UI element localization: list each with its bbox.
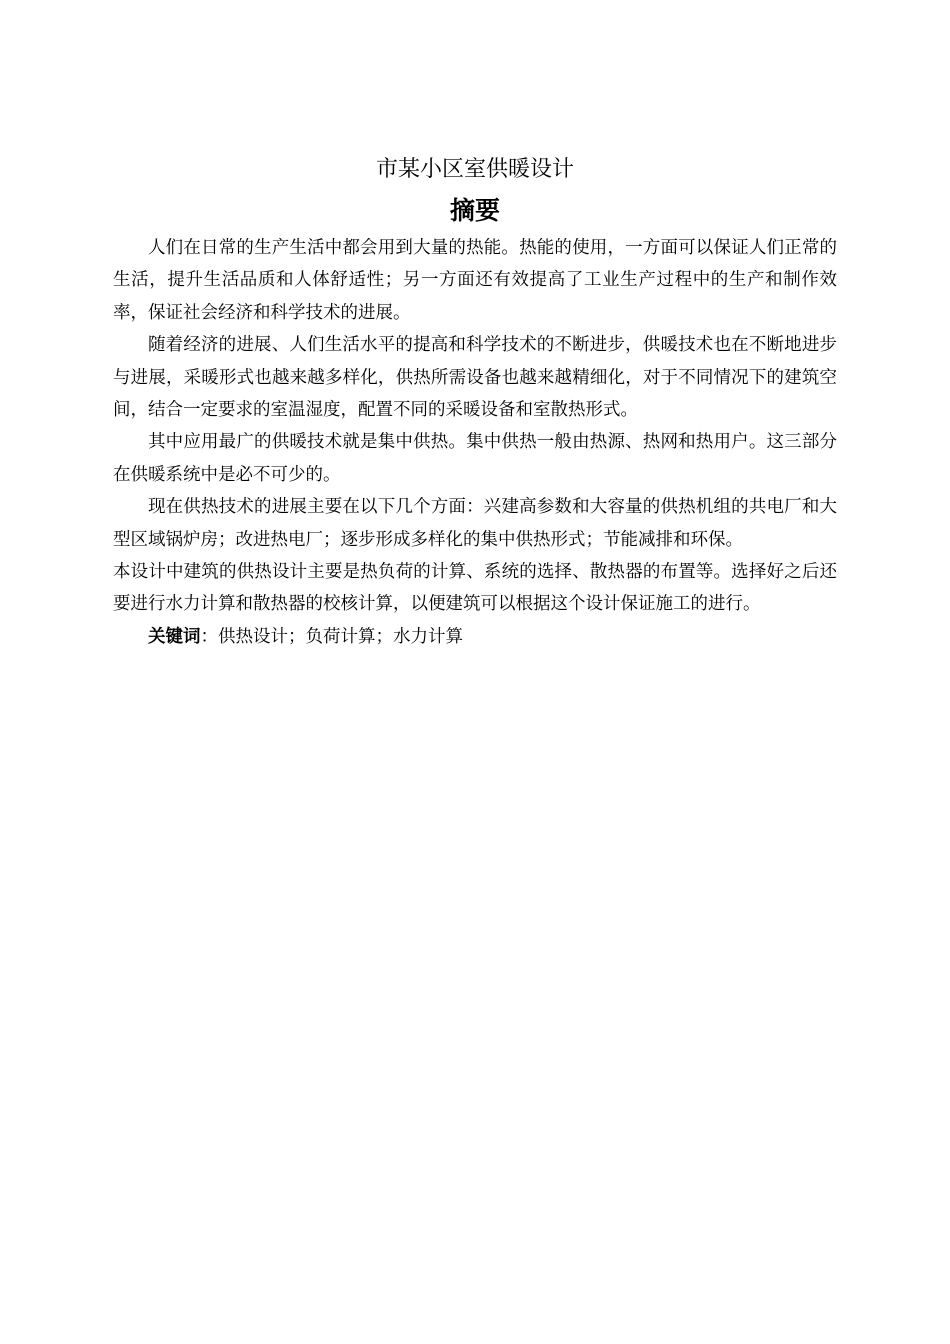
document-title: 市某小区室供暖设计 [375,157,574,182]
abstract-paragraph-4: 现在供热技术的进展主要在以下几个方面：兴建高参数和大容量的供热机组的共电厂和大型区域锅炉房；改进热电厂；逐步形成多样化的集中供热形式；节能减排和环保。 [113,497,837,550]
abstract-paragraph-3: 其中应用最广的供暖技术就是集中供热。集中供热一般由热源、热网和热用户。这三部分在供暖系统中是必不可少的。 [113,432,837,485]
document-page [113,152,837,653]
abstract-paragraph-2: 随着经济的进展、人们生活水平的提高和科学技术的不断进步，供暖技术也在不断地进步与进展，采暖形式也越来越多样化，供热所需设备也越来越精细化，对于不同情况下的建筑空间，结合一定要求的室温湿度，配置不同的采暖设备和室散热形式。 [113,335,837,421]
keywords-text: ：供热设计；负荷计算；水力计算 [200,626,463,647]
abstract-heading: 摘要 [449,196,500,225]
keywords-line [113,621,837,653]
keywords-label: 关键词 [148,626,201,647]
abstract-paragraph-5: 本设计中建筑的供热设计主要是热负荷的计算、系统的选择、散热器的布置等。选择好之后还要进行水力计算和散热器的校核计算，以便建筑可以根据这个设计保证施工的进行。 [113,562,837,615]
abstract-paragraph-1: 人们在日常的生产生活中都会用到大量的热能。热能的使用，一方面可以保证人们正常的生活，提升生活品质和人体舒适性；另一方面还有效提高了工业生产过程中的生产和制作效率，保证社会经济和科学技术的进展。 [113,238,837,323]
